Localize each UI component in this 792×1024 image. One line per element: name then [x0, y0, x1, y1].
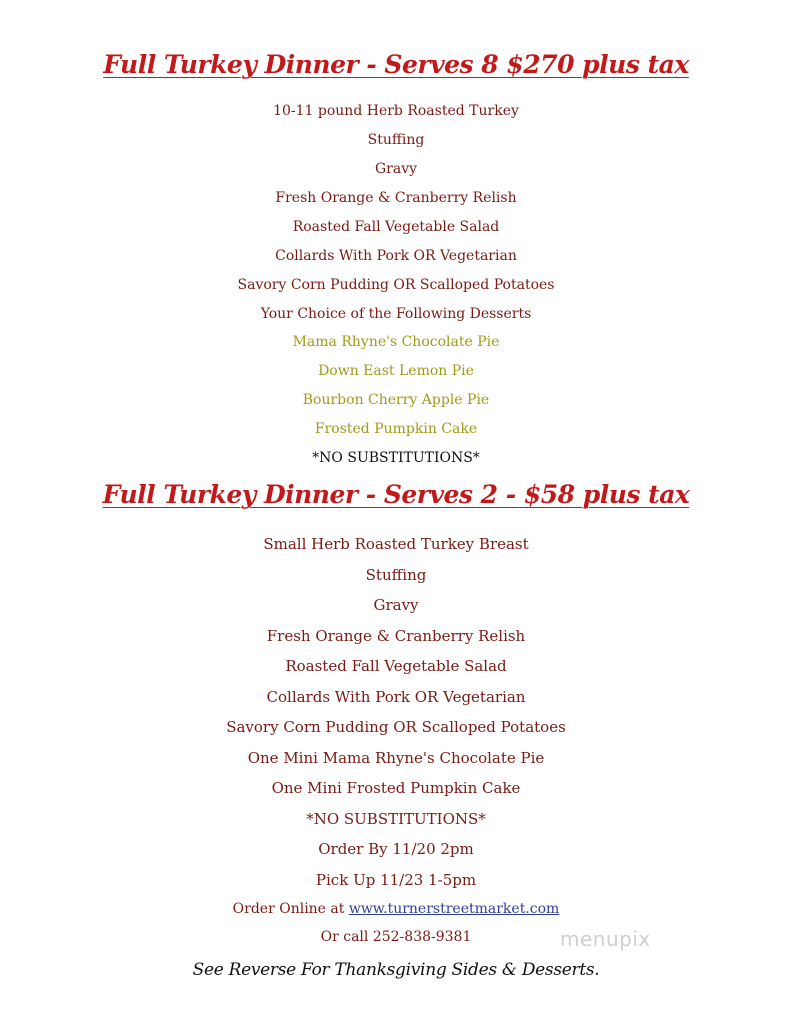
dessert-item: Down East Lemon Pie — [318, 363, 474, 379]
no-substitutions-note: *NO SUBSTITUTIONS* — [306, 810, 486, 828]
menu-item: Roasted Fall Vegetable Salad — [292, 219, 500, 235]
menu-item: Fresh Orange & Cranberry Relish — [266, 627, 526, 645]
dessert-item: Bourbon Cherry Apple Pie — [302, 392, 490, 408]
menu-item: Stuffing — [367, 132, 425, 148]
menu-item: Stuffing — [365, 566, 427, 584]
menu-item: Collards With Pork OR Vegetarian — [266, 688, 526, 706]
section2-title: Full Turkey Dinner - Serves 2 - $58 plus tax — [102, 480, 690, 509]
dessert-item: Mama Rhyne's Chocolate Pie — [292, 334, 500, 350]
menupix-watermark: menupix — [560, 927, 651, 951]
dessert-item: Frosted Pumpkin Cake — [314, 421, 478, 437]
website-link[interactable]: www.turnerstreetmarket.com — [348, 901, 560, 917]
menu-item: Gravy — [373, 596, 419, 614]
desserts-heading: Your Choice of the Following Desserts — [260, 306, 532, 322]
section1-title: Full Turkey Dinner - Serves 8 $270 plus tax — [103, 50, 689, 79]
order-online-line — [0, 901, 792, 917]
menu-item: Small Herb Roasted Turkey Breast — [263, 535, 529, 553]
menu-item: Gravy — [374, 161, 418, 177]
menu-item: One Mini Mama Rhyne's Chocolate Pie — [247, 749, 545, 767]
footer-note: See Reverse For Thanksgiving Sides & Desserts. — [192, 960, 600, 980]
menu-item: Savory Corn Pudding OR Scalloped Potatoes — [226, 718, 566, 736]
menu-item: Collards With Pork OR Vegetarian — [275, 248, 517, 264]
menu-item: One Mini Frosted Pumpkin Cake — [271, 779, 521, 797]
order-online-label: Order Online at — [232, 901, 345, 917]
pickup-time: Pick Up 11/23 1-5pm — [315, 871, 477, 889]
menu-item: Fresh Orange & Cranberry Relish — [275, 190, 517, 206]
menu-item: 10-11 pound Herb Roasted Turkey — [273, 103, 519, 119]
menu-item: Savory Corn Pudding OR Scalloped Potatoes — [237, 277, 555, 293]
menu-item: Roasted Fall Vegetable Salad — [285, 657, 507, 675]
phone-line: Or call 252-838-9381 — [320, 929, 472, 945]
order-deadline: Order By 11/20 2pm — [318, 840, 474, 858]
no-substitutions-note: *NO SUBSTITUTIONS* — [312, 450, 480, 466]
